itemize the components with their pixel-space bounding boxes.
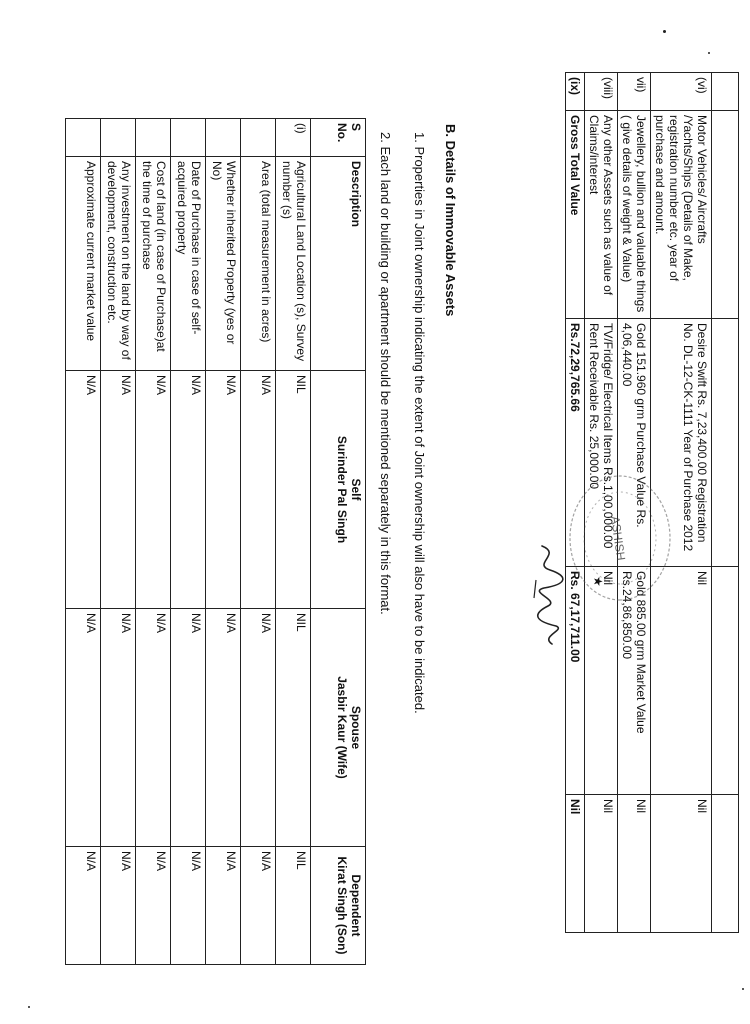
table-row — [206, 119, 241, 965]
table-row — [171, 119, 206, 965]
cell-self: Gold 151.960 grm Purchase Value Rs. 4,06,440.00 — [618, 319, 651, 567]
cell-spouse: Gold 885.00 grm Market Value Rs.24,86,850.00 — [618, 567, 651, 795]
cell-description: Any other Assets such as value of Claims/interest — [585, 111, 618, 319]
stamp-text: ASHISH — [607, 515, 629, 562]
cell-spouse: NIL — [276, 609, 311, 847]
cell-self: N/A — [241, 371, 276, 609]
scan-speck — [742, 988, 744, 990]
cell-no — [171, 119, 206, 157]
table-header-row — [311, 119, 366, 965]
cell-self: N/A — [136, 371, 171, 609]
spouse-header — [311, 609, 366, 847]
self-header — [311, 371, 366, 609]
table-row — [276, 119, 311, 965]
total-row — [566, 73, 585, 933]
cell-self: N/A — [101, 371, 136, 609]
table-row — [618, 73, 651, 933]
star-icon: ★ — [591, 576, 605, 587]
cell-dependent: N/A — [241, 847, 276, 965]
table-cell — [712, 73, 739, 111]
cell-self: Desire Swift Rs. 7,23,400.00 Registration No. DL-12-CK-1111 Year of Purchase 2012 — [651, 319, 712, 567]
cell-dependent: Nil — [651, 795, 712, 933]
cell-description: Jewellery, bullion and valuable things ( give details of weight & Value) — [618, 111, 651, 319]
table-row — [66, 119, 101, 965]
description-header: Description — [311, 157, 366, 371]
table-row — [136, 119, 171, 965]
cell-dependent: Nil — [585, 795, 618, 933]
cell-spouse: N/A — [136, 609, 171, 847]
table-row — [712, 73, 739, 933]
table-cell — [712, 795, 739, 933]
scan-speck — [663, 30, 666, 33]
cell-self: N/A — [171, 371, 206, 609]
cell-dependent: Nil — [566, 795, 585, 933]
cell-description: Any investment on the land by way of development, construction etc. — [101, 157, 136, 371]
scan-speck — [28, 1006, 30, 1008]
cell-no — [101, 119, 136, 157]
cell-no: (ix) — [566, 73, 585, 111]
cell-dependent: Nil — [618, 795, 651, 933]
section-heading: B. Details of Immovable Assets — [443, 124, 458, 317]
cell-dependent: NIL — [276, 847, 311, 965]
cell-self: N/A — [66, 371, 101, 609]
cell-spouse: N/A — [171, 609, 206, 847]
table-row — [241, 119, 276, 965]
table-row — [585, 73, 618, 933]
cell-dependent: N/A — [101, 847, 136, 965]
immovable-assets-body — [66, 119, 311, 965]
cell-no: vii) — [618, 73, 651, 111]
sno-header: S No. — [311, 119, 366, 157]
cell-spouse: Nil — [585, 567, 618, 795]
movable-assets-body — [566, 73, 739, 933]
cell-no: (viii) — [585, 73, 618, 111]
cell-description: Motor Vehicles/ Aircrafts /Yachts/Ships (Details of Make, registration number etc. year of purchase and amount. — [651, 111, 712, 319]
cell-spouse: N/A — [101, 609, 136, 847]
cell-no — [206, 119, 241, 157]
cell-description: Agricultural Land Location (s), Survey number (s) — [276, 157, 311, 371]
handwritten-signature — [520, 540, 580, 650]
note-separate-entries: 2. Each land or building or apartment should be mentioned separately in this format. — [378, 132, 393, 615]
table-row — [651, 73, 712, 933]
cell-no — [241, 119, 276, 157]
spouse-name: Jasbir Kaur (Wife) — [335, 676, 349, 779]
cell-self: NIL — [276, 371, 311, 609]
note-joint-ownership: 1. Properties in Joint ownership indicating the extent of Joint ownership will also have to be indicated. — [412, 132, 427, 714]
cell-spouse: Rs. 67,17,711.00 — [566, 567, 585, 795]
cell-self: Rs.72,29,765.66 — [566, 319, 585, 567]
cell-self: TV/Fridge/ Electrical Items Rs.1,00,000.00 Rent Receivable Rs. 25,000.00 — [585, 319, 618, 567]
self-name: Surinder Pal Singh — [335, 435, 349, 544]
table-row — [101, 119, 136, 965]
scan-speck — [708, 52, 710, 54]
cell-no: (vi) — [651, 73, 712, 111]
dependent-title: Dependent — [349, 874, 363, 937]
cell-dependent: N/A — [136, 847, 171, 965]
self-title: Self — [349, 478, 363, 501]
cell-no — [136, 119, 171, 157]
cell-no — [66, 119, 101, 157]
cell-spouse: N/A — [66, 609, 101, 847]
cell-spouse: N/A — [241, 609, 276, 847]
cell-description: Gross Total Value — [566, 111, 585, 319]
cell-self: N/A — [206, 371, 241, 609]
cell-dependent: N/A — [171, 847, 206, 965]
cell-description: Area (total measurement in acres) — [241, 157, 276, 371]
immovable-assets-table — [65, 118, 366, 965]
cell-description: Cost of land (in case of Purchase)at the time of purchase — [136, 157, 171, 371]
cell-no: (i) — [276, 119, 311, 157]
cell-description: Approximate current market value — [66, 157, 101, 371]
cell-spouse: Nil — [651, 567, 712, 795]
table-cell — [712, 111, 739, 319]
dependent-header — [311, 847, 366, 965]
table-cell — [712, 319, 739, 567]
dependent-name: Kirat Singh (Son) — [335, 856, 349, 955]
cell-dependent: N/A — [206, 847, 241, 965]
cell-description: Whether inherited Property (yes or No) — [206, 157, 241, 371]
cell-spouse: N/A — [206, 609, 241, 847]
cell-dependent: N/A — [66, 847, 101, 965]
movable-assets-table — [565, 72, 739, 933]
table-cell — [712, 567, 739, 795]
cell-description: Date of Purchase in case of self- acquired property — [171, 157, 206, 371]
spouse-title: Spouse — [349, 705, 363, 750]
